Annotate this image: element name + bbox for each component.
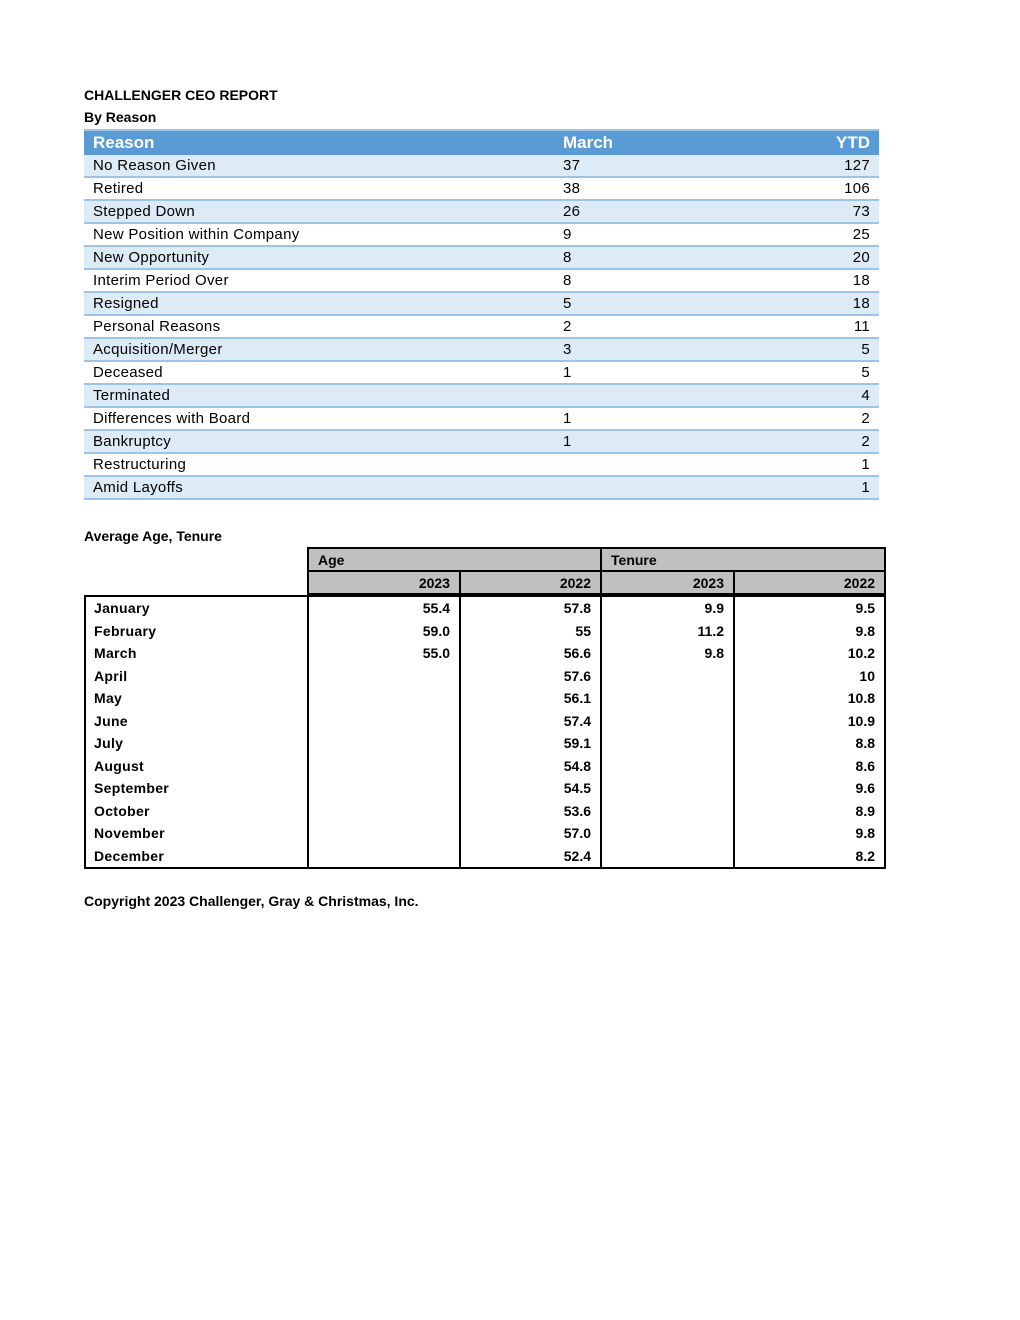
- age-tenure-row: [85, 596, 885, 620]
- tenure-2022-cell: 8.6: [734, 755, 885, 778]
- ytd-column-header: YTD: [694, 130, 879, 155]
- ytd-count-cell: 5: [694, 361, 879, 384]
- reason-cell: Restructuring: [84, 453, 554, 476]
- age-tenure-row: [85, 710, 885, 733]
- month-count-cell: [554, 453, 694, 476]
- reason-table: [84, 129, 879, 500]
- reason-cell: Differences with Board: [84, 407, 554, 430]
- tenure-2023-cell: [601, 822, 734, 845]
- month-name-cell: July: [94, 735, 124, 752]
- tenure-2022-header: 2022: [734, 571, 885, 594]
- tenure-2023-cell: [601, 665, 734, 688]
- month-name-cell: January: [94, 600, 150, 617]
- report-subtitle: By Reason: [84, 109, 157, 125]
- age-2022-cell: 52.4: [460, 845, 601, 869]
- tenure-2023-cell: [601, 732, 734, 755]
- tenure-2023-cell: [601, 800, 734, 823]
- reason-column-header: Reason: [84, 130, 554, 155]
- month-count-cell: 2: [554, 315, 694, 338]
- reason-cell: Interim Period Over: [84, 269, 554, 292]
- copyright-notice: Copyright 2023 Challenger, Gray & Christmas, Inc.: [84, 893, 419, 909]
- ytd-count-cell: 18: [694, 269, 879, 292]
- age-2022-cell: 54.5: [460, 777, 601, 800]
- age-2023-cell: [308, 710, 460, 733]
- ytd-count-cell: 4: [694, 384, 879, 407]
- age-group-header: Age: [308, 548, 601, 571]
- reason-row: [84, 315, 879, 338]
- reason-row: [84, 476, 879, 499]
- ytd-count-cell: 2: [694, 407, 879, 430]
- reason-cell: Deceased: [84, 361, 554, 384]
- month-count-cell: 38: [554, 177, 694, 200]
- age-2023-cell: 55.0: [308, 642, 460, 665]
- month-name-cell: December: [94, 847, 165, 864]
- reason-row: [84, 453, 879, 476]
- ytd-count-cell: 106: [694, 177, 879, 200]
- tenure-2022-cell: 8.8: [734, 732, 885, 755]
- reason-cell: New Position within Company: [84, 223, 554, 246]
- age-2023-header: 2023: [308, 571, 460, 594]
- month-name-cell: May: [94, 690, 123, 707]
- reason-row: [84, 430, 879, 453]
- age-tenure-body: [85, 596, 885, 868]
- reason-cell: No Reason Given: [84, 155, 554, 177]
- reason-row: [84, 177, 879, 200]
- age-2022-header: 2022: [460, 571, 601, 594]
- month-name-cell: September: [94, 780, 170, 797]
- tenure-2022-cell: 8.9: [734, 800, 885, 823]
- age-tenure-row: [85, 845, 885, 869]
- age-tenure-row: [85, 665, 885, 688]
- month-column-header: March: [554, 130, 694, 155]
- reason-cell: New Opportunity: [84, 246, 554, 269]
- reason-cell: Bankruptcy: [84, 430, 554, 453]
- reason-row: [84, 223, 879, 246]
- reason-row: [84, 269, 879, 292]
- ytd-count-cell: 1: [694, 476, 879, 499]
- tenure-2023-cell: [601, 845, 734, 869]
- age-2022-cell: 56.1: [460, 687, 601, 710]
- month-name-cell: March: [94, 645, 137, 662]
- age-tenure-row: [85, 822, 885, 845]
- reason-row: [84, 361, 879, 384]
- ytd-count-cell: 25: [694, 223, 879, 246]
- ytd-count-cell: 2: [694, 430, 879, 453]
- month-name-cell: June: [94, 712, 128, 729]
- ytd-count-cell: 20: [694, 246, 879, 269]
- reason-table-body: [84, 155, 879, 499]
- reason-cell: Terminated: [84, 384, 554, 407]
- age-2023-cell: [308, 800, 460, 823]
- ytd-count-cell: 11: [694, 315, 879, 338]
- age-2023-cell: [308, 665, 460, 688]
- ytd-count-cell: 18: [694, 292, 879, 315]
- month-count-cell: [554, 476, 694, 499]
- tenure-2023-header: 2023: [601, 571, 734, 594]
- tenure-2022-cell: 10.9: [734, 710, 885, 733]
- reason-cell: Amid Layoffs: [84, 476, 554, 499]
- month-count-cell: 1: [554, 407, 694, 430]
- reason-row: [84, 338, 879, 361]
- reason-cell: Stepped Down: [84, 200, 554, 223]
- age-tenure-label: Average Age, Tenure: [84, 528, 222, 544]
- reason-row: [84, 155, 879, 177]
- tenure-group-header: Tenure: [601, 548, 885, 571]
- age-tenure-row: [85, 755, 885, 778]
- reason-cell: Personal Reasons: [84, 315, 554, 338]
- month-name-cell: August: [94, 757, 145, 774]
- age-2022-cell: 57.0: [460, 822, 601, 845]
- month-count-cell: 9: [554, 223, 694, 246]
- reason-row: [84, 407, 879, 430]
- age-tenure-row: [85, 777, 885, 800]
- tenure-2023-cell: 9.9: [601, 596, 734, 620]
- age-2023-cell: [308, 845, 460, 869]
- age-2022-cell: 57.4: [460, 710, 601, 733]
- reason-table-header: [84, 130, 879, 155]
- age-2023-cell: [308, 755, 460, 778]
- month-name-cell: February: [94, 622, 157, 639]
- age-2023-cell: [308, 777, 460, 800]
- age-tenure-row: [85, 642, 885, 665]
- month-name-cell: October: [94, 802, 150, 819]
- tenure-2022-cell: 10: [734, 665, 885, 688]
- tenure-2023-cell: 11.2: [601, 620, 734, 643]
- tenure-2023-cell: [601, 710, 734, 733]
- tenure-2023-cell: [601, 777, 734, 800]
- month-count-cell: 8: [554, 246, 694, 269]
- reason-row: [84, 246, 879, 269]
- tenure-2022-cell: 10.2: [734, 642, 885, 665]
- month-count-cell: 5: [554, 292, 694, 315]
- reason-cell: Acquisition/Merger: [84, 338, 554, 361]
- age-tenure-header: [307, 547, 886, 595]
- age-2023-cell: 59.0: [308, 620, 460, 643]
- month-name-cell: November: [94, 825, 165, 842]
- age-2022-cell: 57.6: [460, 665, 601, 688]
- tenure-2022-cell: 9.5: [734, 596, 885, 620]
- tenure-2022-cell: 10.8: [734, 687, 885, 710]
- age-tenure-row: [85, 620, 885, 643]
- age-2022-cell: 53.6: [460, 800, 601, 823]
- ytd-count-cell: 1: [694, 453, 879, 476]
- month-count-cell: 1: [554, 430, 694, 453]
- age-2022-cell: 56.6: [460, 642, 601, 665]
- age-tenure-row: [85, 732, 885, 755]
- tenure-2022-cell: 9.8: [734, 620, 885, 643]
- tenure-2022-cell: 8.2: [734, 845, 885, 869]
- age-2022-cell: 59.1: [460, 732, 601, 755]
- month-count-cell: 37: [554, 155, 694, 177]
- ytd-count-cell: 5: [694, 338, 879, 361]
- reason-cell: Retired: [84, 177, 554, 200]
- report-title: CHALLENGER CEO REPORT: [84, 87, 278, 103]
- age-2023-cell: [308, 822, 460, 845]
- month-count-cell: 1: [554, 361, 694, 384]
- age-2022-cell: 54.8: [460, 755, 601, 778]
- tenure-2023-cell: [601, 687, 734, 710]
- reason-row: [84, 384, 879, 407]
- tenure-2022-cell: 9.8: [734, 822, 885, 845]
- month-count-cell: 8: [554, 269, 694, 292]
- reason-row: [84, 292, 879, 315]
- age-tenure-row: [85, 800, 885, 823]
- month-count-cell: 26: [554, 200, 694, 223]
- ytd-count-cell: 127: [694, 155, 879, 177]
- tenure-2023-cell: [601, 755, 734, 778]
- month-name-cell: April: [94, 667, 128, 684]
- age-2023-cell: 55.4: [308, 596, 460, 620]
- age-2022-cell: 55: [460, 620, 601, 643]
- reason-cell: Resigned: [84, 292, 554, 315]
- age-tenure-table: [84, 595, 886, 869]
- reason-row: [84, 200, 879, 223]
- month-count-cell: [554, 384, 694, 407]
- age-2023-cell: [308, 732, 460, 755]
- tenure-2022-cell: 9.6: [734, 777, 885, 800]
- age-tenure-row: [85, 687, 885, 710]
- month-count-cell: 3: [554, 338, 694, 361]
- tenure-2023-cell: 9.8: [601, 642, 734, 665]
- ytd-count-cell: 73: [694, 200, 879, 223]
- age-2022-cell: 57.8: [460, 596, 601, 620]
- age-2023-cell: [308, 687, 460, 710]
